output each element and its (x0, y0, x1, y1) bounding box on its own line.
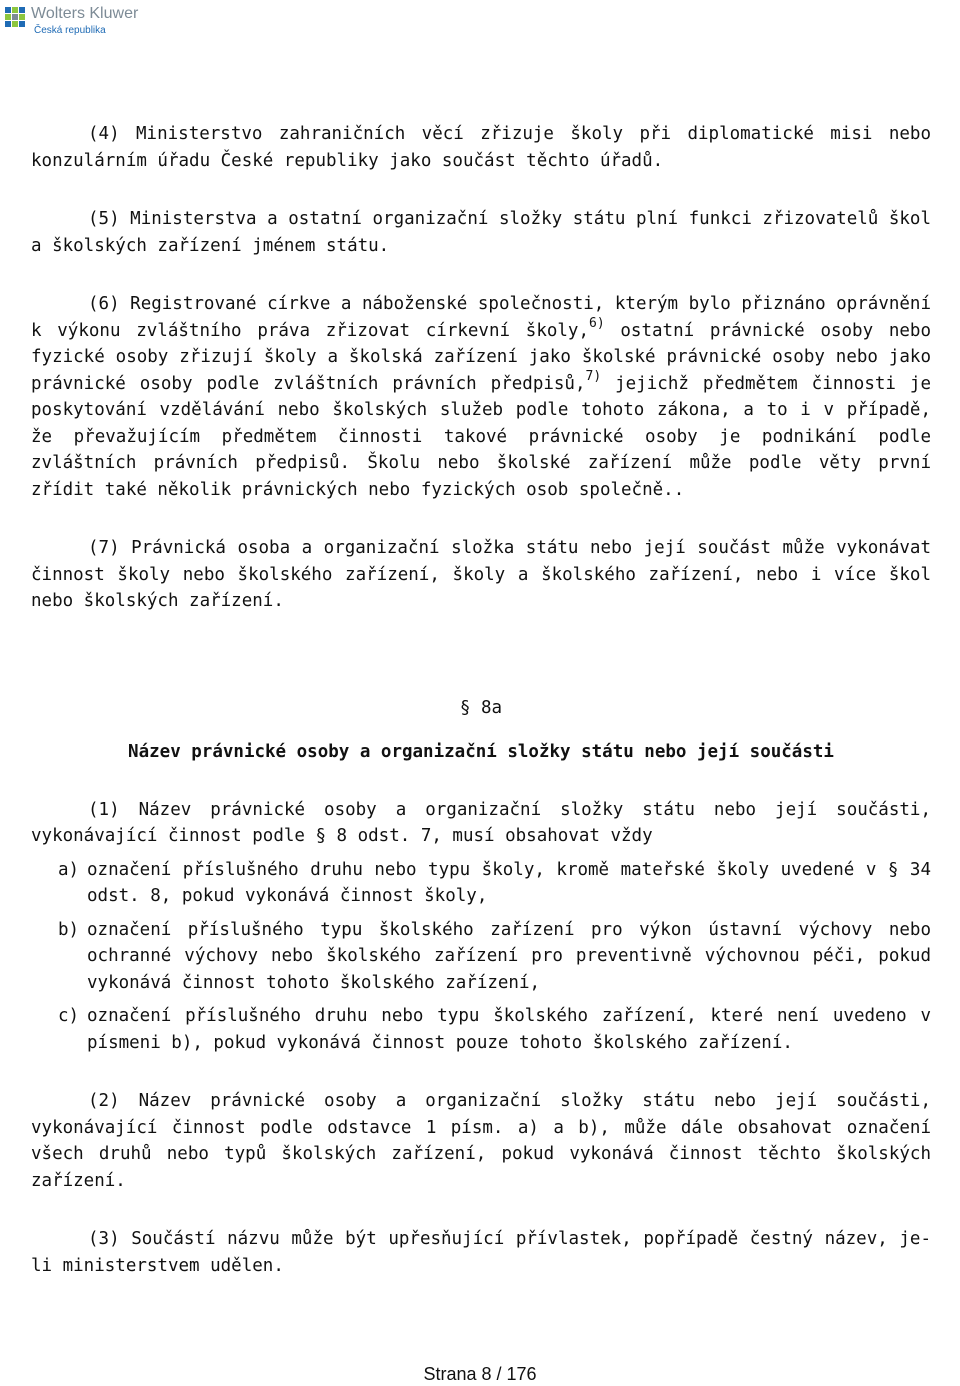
paragraph-6 (31, 291, 931, 503)
section-paragraph-2: (2) Název právnické osoby a organizační složky státu nebo její součásti, vykonávající činnost podle odstavce 1 písm. a) a b), může dále obsahovat označení všech druhů nebo typů školských zařízení, pokud vykonává činnost těchto školských zařízení. (31, 1091, 931, 1191)
list-item-label: b) (58, 919, 80, 940)
page-number: Strana 8 / 176 (423, 1364, 537, 1384)
paragraph-7: (7) Právnická osoba a organizační složka státu nebo její součást může vykonávat činnost školy nebo školského zařízení, školy a školského zařízení, nebo i více škol nebo školských zařízení. (31, 538, 931, 611)
footnote-ref-7[interactable]: 7) (585, 368, 602, 384)
paragraph-6-text-1: (6) Registrované církve a náboženské společnosti, kterým bylo přiznáno oprávnění k výkonu zvláštního práva zřizovat církevní školy, (31, 294, 931, 341)
list-item-text: označení příslušného druhu nebo typu školského zařízení, které není uvedeno v písmeni b), pokud vykonává činnost pouze tohoto školského zařízení. (87, 1006, 931, 1053)
paragraph-6-text-3: jejichž předmětem činnosti je poskytování vzdělávání nebo školských služeb podle tohoto zákona, a to i v případě, že převažujícím předmětem činnosti takové právnické osoby je podnikání podle zvláštních právních předpisů. Školu nebo školské zařízení může podle věty první zřídit také několik právnických nebo fyzických osob společně.. (31, 373, 931, 500)
list-item-a (58, 857, 931, 910)
wolters-kluwer-logo-icon (4, 6, 26, 28)
list-item-label: a) (58, 859, 80, 880)
footnote-ref-6[interactable]: 6) (589, 315, 605, 331)
list-item-text: označení příslušného druhu nebo typu školy, kromě mateřské školy uvedené v § 34 odst. 8, pokud vykonává činnost školy, (87, 859, 931, 906)
brand-subtitle: Česká republika (34, 25, 106, 36)
paragraph-4: (4) Ministerstvo zahraničních věcí zřizuje školy při diplomatické misi nebo konzulárním úřadu České republiky jako součást těchto úřadů. (31, 124, 931, 171)
document-body (31, 121, 931, 1279)
paragraph-6-text-2: ostatní právnické osoby nebo fyzické osoby zřizují školy a školská zařízení jako školské právnické osoby nebo jako právnické osoby podle zvláštních právních předpisů, (31, 320, 931, 394)
list-item-b (58, 917, 931, 997)
section-number: § 8a (459, 697, 503, 718)
section-title: Název právnické osoby a organizační složky státu nebo její součásti (128, 741, 834, 762)
list-item-text: označení příslušného typu školského zařízení pro výkon ústavní výchovy nebo ochranné výchovy nebo školského zařízení pro preventivně výchovnou péči, pokud vykonává činnost tohoto školského zařízení, (87, 919, 931, 993)
list-item-c (58, 1003, 931, 1056)
list-item-label: c) (58, 1006, 80, 1026)
section-paragraph-3: (3) Součástí názvu může být upřesňující přívlastek, popřípadě čestný název, je-li ministerstvem udělen. (31, 1229, 931, 1276)
brand-name: Wolters Kluwer (31, 5, 139, 22)
section-paragraph-1: (1) Název právnické osoby a organizační složky státu nebo její součásti, vykonávající činnost podle § 8 odst. 7, musí obsahovat vždy (31, 799, 931, 846)
paragraph-5: (5) Ministerstva a ostatní organizační složky státu plní funkci zřizovatelů škol a školských zařízení jménem státu. (31, 209, 931, 256)
